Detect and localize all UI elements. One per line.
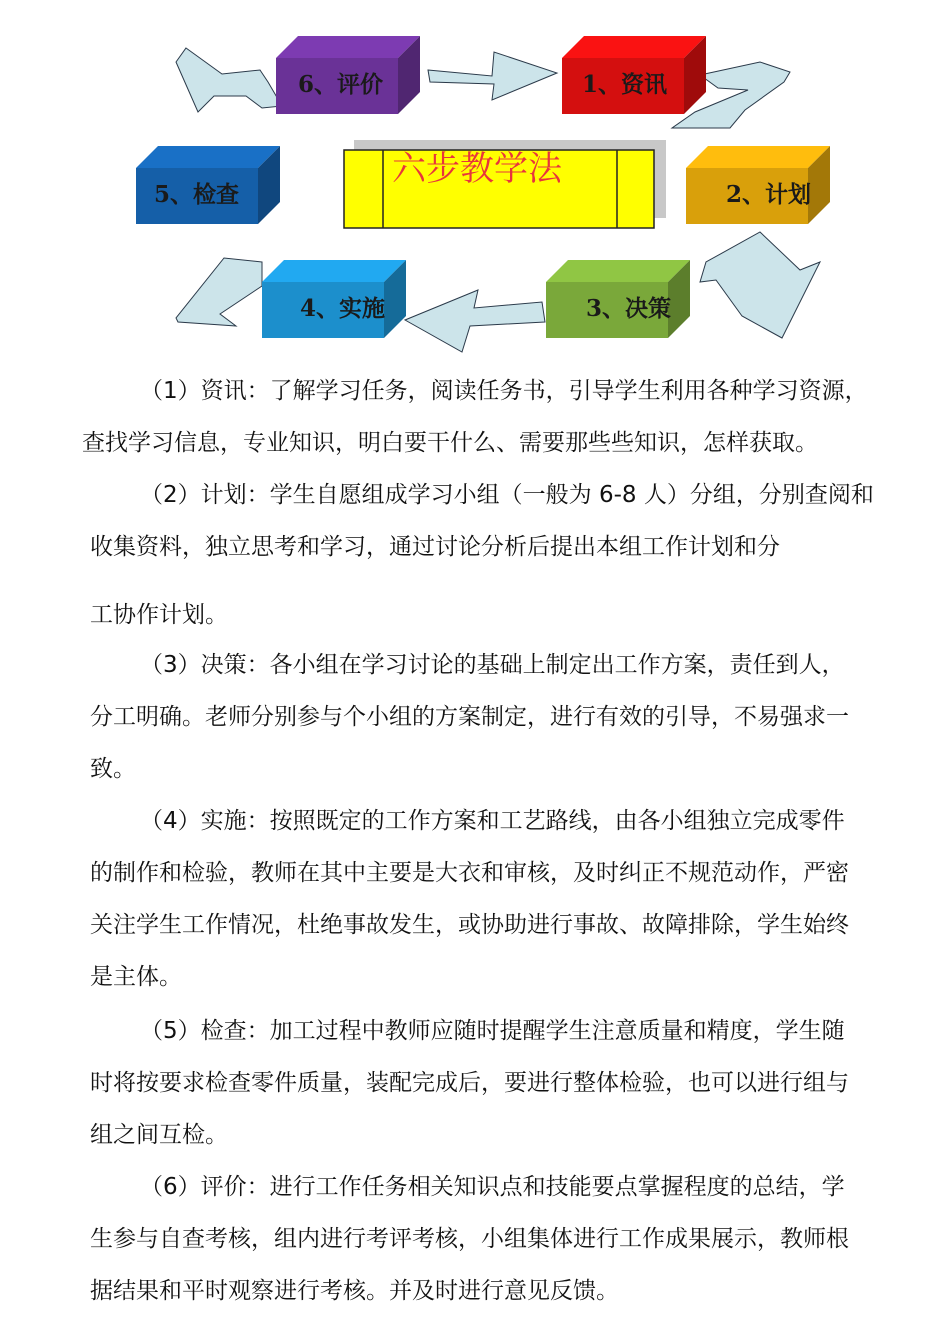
step-label: 3、决策 xyxy=(586,295,672,322)
step-box-1 xyxy=(562,36,706,114)
step-box-top-face xyxy=(276,36,420,58)
six-step-diagram xyxy=(0,0,950,365)
paragraph-1-line: 查找学习信息，专业知识，明白要干什么、需要那些些知识，怎样获取。 xyxy=(82,430,818,456)
step-label: 4、实施 xyxy=(300,295,386,322)
paragraph-1-line: （1）资讯：了解学习任务，阅读任务书，引导学生利用各种学习资源， xyxy=(140,378,868,404)
step-box-top-face xyxy=(686,146,830,168)
paragraph-3-line: 分工明确。老师分别参与个小组的方案制定，进行有效的引导，不易强求一 xyxy=(90,704,849,730)
step-box-2 xyxy=(686,146,830,224)
arrow-3-to-4 xyxy=(405,290,545,352)
arrow-5-to-6 xyxy=(176,48,282,112)
paragraph-4-line: 的制作和检验，教师在其中主要是大衣和审核，及时纠正不规范动作，严密 xyxy=(90,860,849,886)
paragraph-3-line: 致。 xyxy=(90,756,136,782)
step-box-3 xyxy=(546,260,690,338)
step-box-top-face xyxy=(262,260,406,282)
diagram-title: 六步教学法 xyxy=(392,149,562,189)
step-box-6 xyxy=(276,36,420,114)
step-box-5 xyxy=(136,146,280,224)
paragraph-5-line: 组之间互检。 xyxy=(90,1122,228,1148)
paragraph-2-line: 工协作计划。 xyxy=(90,602,228,628)
step-label: 1、资讯 xyxy=(582,71,668,98)
step-box-top-face xyxy=(562,36,706,58)
paragraph-2-line: 收集资料，独立思考和学习，通过讨论分析后提出本组工作计划和分 xyxy=(90,534,780,560)
step-label: 5、检查 xyxy=(154,181,240,208)
paragraph-6-line: 生参与自查考核，组内进行考评考核，小组集体进行工作成果展示，教师根 xyxy=(90,1226,849,1252)
paragraph-6-line: 据结果和平时观察进行考核。并及时进行意见反馈。 xyxy=(90,1278,619,1304)
step-box-top-face xyxy=(136,146,280,168)
paragraph-5-line: 时将按要求检查零件质量，装配完成后，要进行整体检验，也可以进行组与 xyxy=(90,1070,849,1096)
arrow-6-to-1 xyxy=(428,52,557,100)
arrow-2-to-3 xyxy=(700,232,820,338)
arrow-4-to-5 xyxy=(176,258,262,326)
paragraph-5-line: （5）检查：加工过程中教师应随时提醒学生注意质量和精度，学生随 xyxy=(140,1018,845,1044)
paragraph-6-line: （6）评价：进行工作任务相关知识点和技能要点掌握程度的总结，学 xyxy=(140,1174,845,1200)
step-label: 6、评价 xyxy=(298,71,384,98)
step-box-4 xyxy=(262,260,406,338)
paragraph-2-line: （2）计划：学生自愿组成学习小组（一般为 6-8 人）分组，分别查阅和 xyxy=(140,482,874,508)
paragraph-4-line: 是主体。 xyxy=(90,964,182,990)
paragraph-4-line: （4）实施：按照既定的工作方案和工艺路线，由各小组独立完成零件 xyxy=(140,808,845,834)
title-box xyxy=(344,140,666,228)
step-box-top-face xyxy=(546,260,690,282)
paragraph-3-line: （3）决策：各小组在学习讨论的基础上制定出工作方案，责任到人， xyxy=(140,652,845,678)
paragraph-4-line: 关注学生工作情况，杜绝事故发生，或协助进行事故、故障排除，学生始终 xyxy=(90,912,849,938)
step-label: 2、计划 xyxy=(726,181,812,208)
